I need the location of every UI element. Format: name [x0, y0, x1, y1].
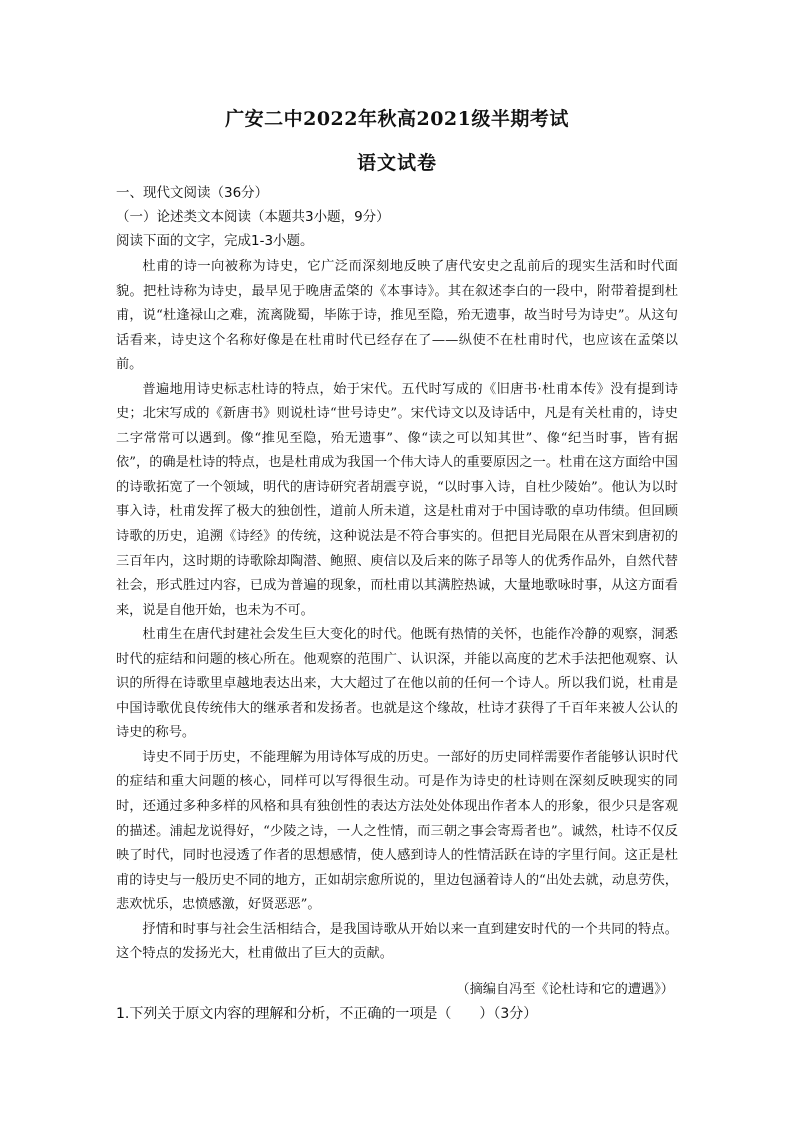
passage-paragraph: 普遍地用诗史标志杜诗的特点，始于宋代。五代时写成的《旧唐书·杜甫本传》没有提到诗史；北宋写成的《新唐书》则说杜诗“世号诗史”。宋代诗文以及诗话中，凡是有关杜甫的，诗史二字常常可以遇到。像“推见至隐，殆无遗事”、像“读之可以知其世”、像“纪当时事，皆有据依”，的确是杜诗的特点，也是杜甫成为我国一个伟大诗人的重要原因之一。杜甫在这方面给中国的诗歌拓宽了一个领域，明代的唐诗研究者胡震亨说，“以时事入诗，自杜少陵始”。他认为以时事入诗，杜甫发挥了极大的独创性，道前人所未道，这是杜甫对于中国诗歌的卓功伟绩。但回顾诗歌的历史，追溯《诗经》的传统，这种说法是不符合事实的。但把目光局限在从晋宋到唐初的三百年内，这时期的诗歌除却陶潜、鲍照、庾信以及后来的陈子昂等人的优秀作品外，自然代替社会，形式胜过内容，已成为普遍的现象，而杜甫以其满腔热诚，大量地歌咏时事，从这方面看来，说是自他开始，也未为不可。 [116, 381, 678, 618]
passage-paragraph: 杜甫的诗一向被称为诗史，它广泛而深刻地反映了唐代安史之乱前后的现实生活和时代面貌。把杜诗称为诗史，最早见于晚唐孟棨的《本事诗》。其在叙述李白的一段中，附带着提到杜甫，说“杜逢禄山之难，流离陇蜀，毕陈于诗，推见至隐，殆无遗事，故当时号为诗史”。从这句话看来，诗史这个名称好像是在杜甫时代已经存在了——纵使不在杜甫时代，也应该在孟棨以前。 [116, 259, 678, 373]
passage-paragraph: 诗史不同于历史，不能理解为用诗体写成的历史。一部好的历史同样需要作者能够认识时代的症结和重大问题的核心，同样可以写得很生动。可是作为诗史的杜诗则在深刻反映现实的同时，还通过多种多样的风格和具有独创性的表达方法处处体现出作者本人的形象，很少只是客观的描述。浦起龙说得好，“少陵之诗，一人之性情，而三朝之事会寄焉者也”。诚然，杜诗不仅反映了时代，同时也浸透了作者的思想感情，使人感到诗人的性情活跃在诗的字里行间。这正是杜甫的诗史与一般历史不同的地方，正如胡宗愈所说的，里边包涵着诗人的“出处去就，动息劳佚，悲欢忧乐，忠愤感激，好贤恶恶”。 [116, 749, 678, 913]
passage-source: （摘编自冯至《论杜诗和它的遭遇》） [456, 982, 674, 997]
passage-paragraph: 抒情和时事与社会生活相结合，是我国诗歌从开始以来一直到建安时代的一个共同的特点。这个特点的发扬光大，杜甫做出了巨大的贡献。 [116, 921, 678, 962]
reading-passage [116, 255, 678, 967]
section-heading: 一、现代文阅读（36分） [116, 185, 269, 201]
exam-title: 广安二中2022年秋高2021级半期考试 [225, 108, 569, 130]
reading-instruction: 阅读下面的文字，完成1-3小题。 [116, 233, 314, 249]
exam-subtitle: 语文试卷 [356, 152, 437, 174]
passage-paragraph: 杜甫生在唐代封建社会发生巨大变化的时代。他既有热情的关怀，也能作冷静的观察，洞悉时代的症结和问题的核心所在。他观察的范围广、认识深，并能以高度的艺术手法把他观察、认识的所得在诗歌里卓越地表达出来，大大超过了在他以前的任何一个诗人。所以我们说，杜甫是中国诗歌优良传统伟大的继承者和发扬者。也就是这个缘故，杜诗才获得了千百年来被人公认的诗史的称号。 [116, 627, 678, 741]
question-1: 1.下列关于原文内容的理解和分析，不正确的一项是（ ）（3分） [116, 1006, 538, 1022]
section-subheading: （一）论述类文本阅读（本题共3小题，9分） [116, 209, 390, 225]
